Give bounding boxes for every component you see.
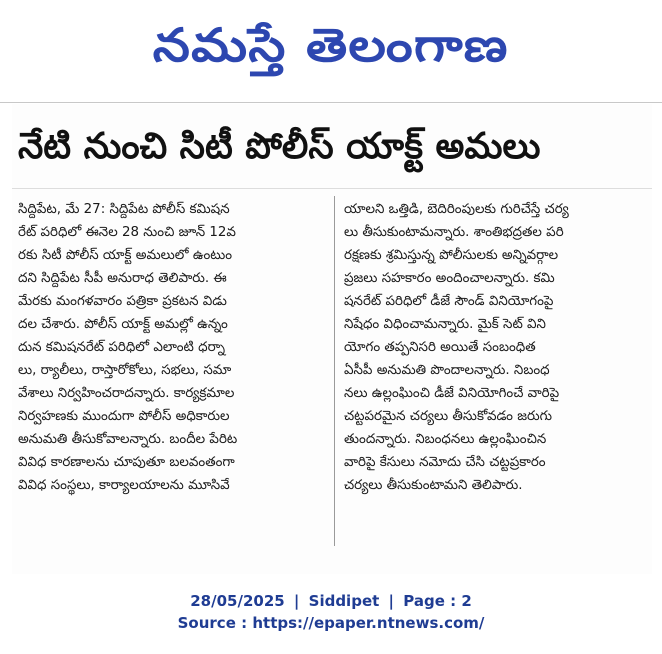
footer-source-link[interactable]: https://epaper.ntnews.com/ — [252, 614, 485, 632]
article-text-line: లు తీసుకుంటామన్నారు. శాంతిభద్రతల పరి — [344, 225, 564, 240]
footer-separator: | — [388, 592, 395, 610]
article-text-line: నలు ఉల్లంఘించి డీజే వినియోగించే వారిపై — [344, 386, 560, 401]
article-text-line: యాలని ఒత్తిడి, బెదిరింపులకు గురిచేస్తే చర్య — [344, 202, 569, 217]
newspaper-logo: నమస్తే తెలంగాణ — [153, 18, 509, 72]
article-text-line: దల చేశారు. పోలీస్ యాక్ట్ అమల్లో ఉన్నం — [18, 317, 228, 332]
article-text-line: అనుమతి తీసుకోవాలన్నారు. బందీల పేరిట — [18, 432, 238, 447]
headline-divider — [12, 188, 652, 189]
footer-source-line — [0, 612, 662, 634]
article-text-line: లు, ర్యాలీలు, రాస్తారోకోలు, సభలు, సమా — [18, 363, 232, 378]
article-headline: నేటి నుంచి సిటీ పోలీస్ యాక్ట్ అమలు — [18, 126, 541, 167]
column-divider — [334, 196, 335, 546]
masthead — [0, 0, 662, 103]
article-text-line: యోగం తప్పనిసరి అయితే సంబంధిత — [344, 340, 536, 355]
article-text-line: రకు సిటీ పోలీస్ యాక్ట్ అమలులో ఉంటుం — [18, 248, 233, 263]
article-text-line: నిర్వహణకు ముందుగా పోలీస్ అధికారుల — [18, 409, 230, 424]
article-text-line: రక్షణకు శ్రమిస్తున్న పోలీసులకు అన్నివర్గాల — [344, 248, 559, 263]
article-text-line: చట్టపరమైన చర్యలు తీసుకోవడం జరుగు — [344, 409, 553, 424]
article-text-line: దున కమిషనరేట్ పరిధిలో ఎలాంటి ధర్నా — [18, 340, 226, 355]
article-text-line: మేరకు మంగళవారం పత్రికా ప్రకటన విడు — [18, 294, 227, 309]
article-text-line: షనరేట్ పరిధిలో డీజే సౌండ్ వినియోగంపై — [344, 294, 554, 309]
article-text-line: నిషేధం విధించామన్నారు. మైక్ సెట్ విని — [344, 317, 546, 332]
article-text-line: వారిపై కేసులు నమోదు చేసి చట్టప్రకారం — [344, 455, 546, 470]
footer-edition: Siddipet — [308, 592, 380, 610]
footer-source-label: Source : — [177, 614, 248, 632]
article-text-line: రేట్ పరిధిలో ఈనెల 28 నుంచి జూన్ 12వ — [18, 225, 236, 240]
article-text-line: చర్యలు తీసుకుంటామని తెలిపారు. — [344, 478, 523, 493]
article-text-line: ప్రజలు సహకారం అందించాలన్నారు. కమి — [344, 271, 555, 286]
article-column-right — [344, 198, 648, 497]
footer-date: 28/05/2025 — [190, 592, 285, 610]
article-text-line: వేశాలు నిర్వహించరాదన్నారు. కార్యక్రమాల — [18, 386, 235, 401]
article-text-line: వివిధ కారణాలను చూపుతూ బలవంతంగా — [18, 455, 235, 470]
article-text-line: సిద్దిపేట, మే 27: సిద్దిపేట పోలీస్ కమిషన — [18, 202, 230, 217]
article-text-line: ఏసీపీ అనుమతి పొందాలన్నారు. నిబంధ — [344, 363, 550, 378]
footer-page: Page : 2 — [403, 592, 472, 610]
article-text-line: తుందన్నారు. నిబంధనలు ఉల్లంఘించిన — [344, 432, 547, 447]
footer-meta-line — [0, 590, 662, 612]
footer-separator: | — [293, 592, 300, 610]
article-text-line: దని సిద్దిపేట సీపీ అనురాధ తెలిపారు. ఈ — [18, 271, 227, 286]
clipping-footer — [0, 590, 662, 634]
article-text-line: వివిధ సంస్థలు, కార్యాలయాలను మూసివే — [18, 478, 230, 493]
article-clipping — [12, 104, 652, 574]
article-column-left — [18, 198, 328, 497]
